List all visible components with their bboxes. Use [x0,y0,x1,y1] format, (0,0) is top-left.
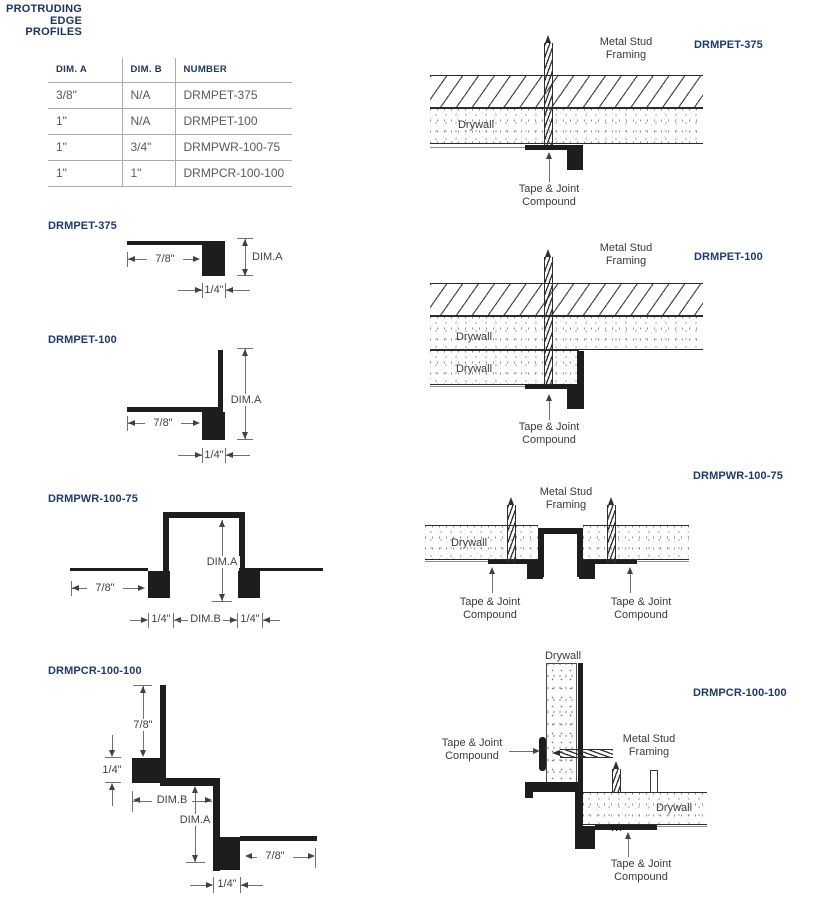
arrow-right-icon [193,256,200,262]
profile-block-bottom [575,826,595,849]
profile-label: DRMPCR-100-100 [48,665,142,677]
profile-block-bottom [213,837,240,870]
arrow-up-icon [625,832,631,839]
profile-step [525,782,583,792]
profile-block [202,412,225,440]
arrow-up-icon [242,349,248,356]
detail-label: DRMPET-100 [694,251,763,263]
cell-dim-b: N/A [122,83,175,109]
arrow-up-icon [546,152,552,159]
arrow-up-icon [192,786,198,793]
arrow-left-icon [133,797,140,803]
screw-threads [544,257,553,385]
drywall-ceiling-label: Drywall [655,802,693,814]
arrow-left-icon [128,256,135,262]
arrow-down-icon [242,432,248,439]
dim-tick [212,601,232,602]
framing-label: Metal Stud Framing [599,36,653,61]
profile-figure-drmpcr-100-100 [48,665,338,905]
dim-tick [315,848,316,868]
arrow-down-icon [192,855,198,862]
profile-upleg [160,685,166,780]
cell-number: DRMPWR-100-75 [175,135,292,161]
tape-bar-bottom [595,825,657,830]
dim-a-label: DIM.A [252,251,283,263]
detail-label: DRMPET-375 [694,39,763,51]
arrow-right-icon [533,748,540,754]
profile-upleg [577,351,584,385]
drywall-lower-label: Drywall [455,363,493,375]
arrow-up-icon [219,520,225,527]
dim-a-label: DIM.A [177,814,213,826]
profile-figure-drmpet-375 [48,220,318,315]
screw-threads [607,505,616,563]
dim-bottom-label: 1/4" [217,878,237,890]
callout-line [492,574,493,593]
table-row [48,83,292,109]
arrow-down-icon [140,750,146,757]
profile-left-tab [525,782,533,798]
screw-horizontal-icon [552,748,613,758]
screw-threads [544,43,553,145]
dim-thickness-label: 1/4" [204,284,224,296]
compound-blob [539,737,546,771]
profile-block-right [579,563,595,579]
screw-tip [545,35,551,43]
detail-figure-drmpwr-100-75 [425,468,825,633]
detail-figure-drmpet-375 [425,30,825,220]
tape-label: Tape & Joint Compound [518,421,580,446]
dim-tick [186,862,205,863]
stud-tab [650,770,658,793]
arrow-left-icon [245,853,252,859]
tape-feather-line [430,147,525,148]
page-title: PROTRUDING EDGE PROFILES [6,3,82,38]
drywall-upper-label: Drywall [455,331,493,343]
drywall-panel-right [583,525,689,560]
callout-line [549,159,550,182]
tape-feather-line [657,826,707,827]
screw-tip [613,761,619,769]
col-header-dim-a: DIM. A [48,58,122,83]
detail-figure-drmpet-100 [425,237,825,452]
drywall-label: Drywall [450,537,488,549]
screw-threads [507,505,516,563]
arrow-down-icon [109,750,115,757]
arrow-left-icon [128,420,135,426]
profile-block-left [148,571,170,598]
drywall-wall-panel [546,663,577,791]
screw-tip [508,497,514,505]
dim-b-label: DIM.B [152,794,192,806]
dim-right-label: 7/8" [257,850,293,862]
tape-feather-line [425,561,488,562]
screw-icon [543,249,553,385]
cell-number: DRMPCR-100-100 [175,161,292,187]
framing-layer [430,283,703,316]
dim-width-label: 7/8" [87,582,123,594]
tape-left-label: Tape & Joint Compound [459,596,521,621]
screw-icon [543,35,553,145]
profile-label: DRMPET-375 [48,220,117,232]
cell-dim-b: 3/4" [122,135,175,161]
profile-upleg [218,350,223,411]
dim-tick [105,757,121,758]
arrow-up-icon [546,394,552,401]
arrow-right-icon [308,853,315,859]
arrow-up-icon [242,239,248,246]
arrow-up-icon [489,567,495,574]
callout-line [628,839,629,857]
arrow-right-icon [195,452,202,458]
dim-left-label: 1/4" [102,764,122,776]
arrow-right-icon [206,882,213,888]
dim-line [112,735,113,750]
callout-line [630,574,631,593]
drywall-label: Drywall [457,119,495,131]
table-header-row [48,58,292,83]
callout-line [549,401,550,420]
arrow-up-icon [109,783,115,790]
screw-tip [552,750,560,756]
cell-dim-b: 1" [122,161,175,187]
dim-thickness-label: 1/4" [204,449,224,461]
table-row [48,109,292,135]
profile-step [160,778,220,786]
detail-label: DRMPWR-100-75 [693,470,783,482]
arrow-right-icon [195,287,202,293]
profile-wall-face [578,663,583,793]
screw-tip [545,249,551,257]
tape-label: Tape & Joint Compound [518,183,580,208]
profile-flange-right [240,836,317,841]
tape-right-label: Tape & Joint Compound [610,596,672,621]
screw-icon [506,497,516,563]
cell-dim-a: 1" [48,135,122,161]
profile-block [567,389,584,409]
dimensions-table [48,58,292,187]
arrow-left-icon [241,882,248,888]
framing-label: Metal Stud Framing [539,486,593,511]
arrow-left-icon [226,452,233,458]
arrow-left-icon [72,585,79,591]
profile-block-left [527,563,543,579]
framing-layer [430,75,703,108]
cell-dim-a: 1" [48,161,122,187]
screw-icon [606,497,616,563]
profile-flange-left [70,568,148,571]
tape-left-label: Tape & Joint Compound [441,737,503,762]
arrow-right-icon [230,617,237,623]
table-row [48,135,292,161]
profile-hat-leg-left [163,512,169,577]
cell-dim-b: N/A [122,109,175,135]
profile-block [202,243,225,276]
dim-b-label: DIM.B [188,613,223,625]
profile-block-right [238,571,260,598]
tape-feather-line [430,386,525,387]
dim-a-label: DIM.A [204,556,240,568]
arrow-up-icon [627,567,633,574]
detail-figure-drmpcr-100-100 [425,645,825,895]
profile-block-left [132,758,160,783]
profile-label: DRMPWR-100-75 [48,493,138,505]
profile-figure-drmpet-100 [48,334,318,469]
callout-line [509,751,533,752]
dim-line [112,790,113,806]
cell-dim-a: 1" [48,109,122,135]
dim-width-label: 7/8" [147,253,183,265]
dim-thickness-left-label: 1/4" [151,613,171,625]
profile-figure-drmpwr-100-75 [48,493,338,638]
drywall-wall-label: Drywall [544,650,582,662]
framing-label: Metal Stud Framing [599,242,653,267]
framing-label: Metal Stud Framing [622,733,676,758]
arrow-right-icon [141,617,148,623]
cell-number: DRMPET-100 [175,109,292,135]
tape-feather-line [637,561,689,562]
tape-bottom-label: Tape & Joint Compound [610,858,672,883]
dim-a-label: DIM.A [230,394,262,406]
cell-dim-a: 3/8" [48,83,122,109]
arrow-right-icon [193,420,200,426]
arrow-left-icon [263,617,270,623]
arrow-down-icon [242,269,248,276]
col-header-dim-b: DIM. B [122,58,175,83]
arrow-left-icon [226,287,233,293]
table-row [48,161,292,187]
profile-hat-top [163,512,245,518]
profile-block [567,150,583,170]
cell-number: DRMPET-375 [175,83,292,109]
detail-label: DRMPCR-100-100 [693,687,787,699]
dim-tick [237,439,253,440]
arrow-right-icon [138,585,145,591]
dim-thickness-right-label: 1/4" [240,613,260,625]
dim-width-label: 7/8" [145,417,181,429]
col-header-number: NUMBER [175,58,292,83]
profile-label: DRMPET-100 [48,334,117,346]
screw-threads [560,749,613,758]
arrow-up-icon [140,686,146,693]
dim-a-line [195,793,196,863]
screw-tip [608,497,614,505]
arrow-right-icon [205,797,212,803]
arrow-down-icon [219,594,225,601]
dim-top-label: 7/8" [130,719,156,731]
